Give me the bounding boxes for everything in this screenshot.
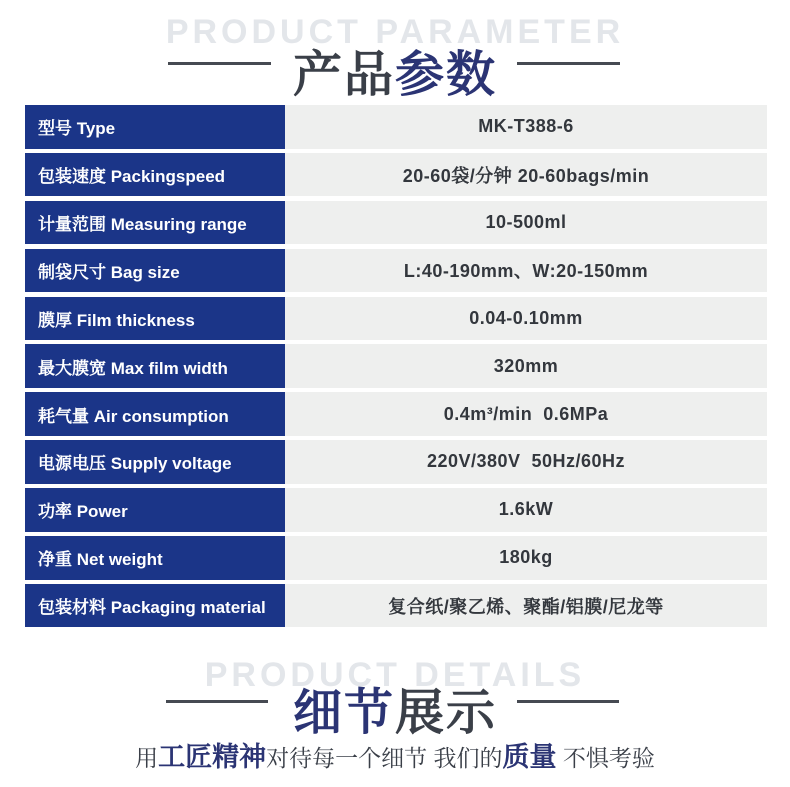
spec-label: 制袋尺寸 Bag size: [25, 249, 285, 293]
spec-row-measuring-range: [25, 201, 767, 245]
spec-row-bag-size: [25, 249, 767, 293]
slogan-highlight-craftsmanship: 工匠精神: [158, 742, 267, 772]
title-line-left: [168, 62, 271, 65]
spec-row-net-weight: [25, 536, 767, 580]
parameter-ghost-text: PRODUCT PARAMETER: [165, 13, 625, 51]
spec-value: 0.04-0.10mm: [285, 297, 767, 341]
parameter-title: [0, 36, 790, 106]
spec-row-film-thickness: [25, 297, 767, 341]
parameter-title-part2: 参数: [395, 48, 498, 102]
spec-row-supply-voltage: [25, 440, 767, 484]
spec-value: 0.4m³/min 0.6MPa: [285, 392, 767, 436]
parameter-title-part1: 产品: [292, 48, 395, 102]
spec-label: 包装速度 Packingspeed: [25, 153, 285, 197]
spec-label: 最大膜宽 Max film width: [25, 344, 285, 388]
spec-value: 1.6kW: [285, 488, 767, 532]
spec-row-max-film-width: [25, 344, 767, 388]
spec-label: 功率 Power: [25, 488, 285, 532]
title-line-right: [517, 62, 620, 65]
spec-label: 电源电压 Supply voltage: [25, 440, 285, 484]
details-title-part2: 展示: [395, 686, 498, 740]
spec-label: 耗气量 Air consumption: [25, 392, 285, 436]
spec-row-packaging-material: [25, 584, 767, 628]
spec-table: [25, 105, 767, 627]
spec-value: 320mm: [285, 344, 767, 388]
slogan-text: 不惧考验: [556, 745, 655, 771]
spec-label: 净重 Net weight: [25, 536, 285, 580]
title-line-left: [166, 700, 268, 703]
spec-value: 180kg: [285, 536, 767, 580]
spec-value: MK-T388-6: [285, 105, 767, 149]
details-title-part1: 细节: [292, 686, 395, 740]
spec-row-power: [25, 488, 767, 532]
slogan-text: 对待每一个细节 我们的: [266, 745, 503, 771]
spec-value: 10-500ml: [285, 201, 767, 245]
spec-label: 计量范围 Measuring range: [25, 201, 285, 245]
spec-value: 20-60袋/分钟 20-60bags/min: [285, 153, 767, 197]
slogan-highlight-quality: 质量: [502, 742, 557, 772]
details-title: [0, 674, 790, 744]
slogan-text: 用: [135, 745, 159, 771]
spec-row-air-consumption: [25, 392, 767, 436]
spec-label: 膜厚 Film thickness: [25, 297, 285, 341]
spec-value: 复合纸/聚乙烯、聚酯/铝膜/尼龙等: [285, 584, 767, 628]
spec-row-packing-speed: [25, 153, 767, 197]
spec-value: 220V/380V 50Hz/60Hz: [285, 440, 767, 484]
spec-label: 包装材料 Packaging material: [25, 584, 285, 628]
spec-row-type: [25, 105, 767, 149]
spec-value: L:40-190mm、W:20-150mm: [285, 249, 767, 293]
spec-label: 型号 Type: [25, 105, 285, 149]
details-ghost-text: PRODUCT DETAILS: [204, 656, 586, 694]
title-line-right: [517, 700, 619, 703]
